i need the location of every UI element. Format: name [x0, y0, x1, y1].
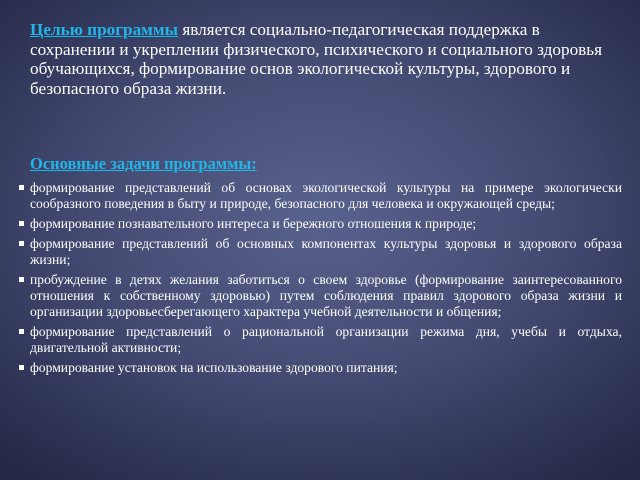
goal-paragraph: [30, 20, 620, 98]
bullet-icon: [19, 277, 24, 282]
task-text: формирование представлений об основах экологической культуры на примере экологически сообразного поведения в быту и природе, безопасного для человека и окружающей среды;: [30, 180, 622, 212]
bullet-icon: [19, 185, 24, 190]
goal-label: Целью программы: [30, 20, 179, 39]
list-item: [18, 180, 622, 212]
task-text: формирование представлений о рациональной организации режима дня, учебы и отдыха, двигательной активности;: [30, 324, 622, 356]
task-text: формирование познавательного интереса и бережного отношения к природе;: [30, 216, 477, 231]
task-text: формирование представлений об основных компонентах культуры здоровья и здорового образа жизни;: [30, 235, 622, 267]
bullet-icon: [19, 329, 24, 334]
bullet-icon: [19, 221, 24, 226]
bullet-icon: [19, 241, 24, 246]
goal-text: является социально-педагогическая поддержка в сохранении и укреплении физического, психического и социального здоровья обучающихся, формирование основ экологической культуры, здорового и безопасного образа жизни.: [30, 20, 603, 98]
task-text: формирование установок на использование здорового питания;: [30, 360, 398, 375]
list-item: [18, 236, 622, 268]
tasks-list: [18, 180, 622, 380]
list-item: [18, 272, 622, 321]
list-item: [18, 360, 622, 376]
task-text: пробуждение в детях желания заботиться о своем здоровье (формирование заинтересованного отношения к собственному здоровью) путем соблюдения правил здорового образа жизни и организации здоровьесберегающего характера учебной деятельности и общения;: [30, 271, 622, 320]
tasks-heading: Основные задачи программы:: [30, 154, 257, 173]
bullet-icon: [19, 365, 24, 370]
list-item: [18, 324, 622, 356]
list-item: [18, 216, 622, 232]
